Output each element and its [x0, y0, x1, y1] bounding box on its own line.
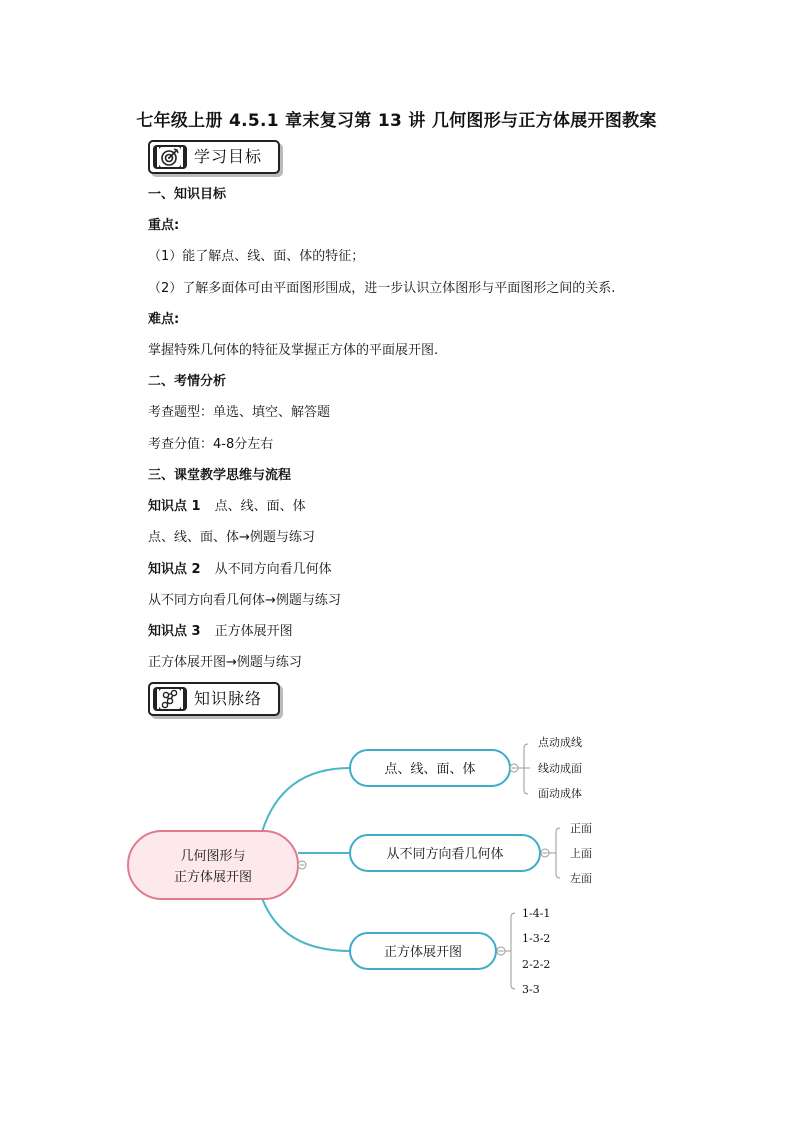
knowledge-point-label: 知识点 2: [148, 562, 201, 577]
mindmap-leaf: 正面: [570, 822, 592, 835]
mindmap-leaf-bracket: [505, 913, 515, 989]
mindmap-branch-label: 正方体展开图: [383, 945, 463, 960]
key-points-label: 重点:: [148, 218, 180, 233]
mindmap-connector: [262, 898, 350, 951]
mindmap-leaf: 2-2-2: [522, 958, 551, 971]
mindmap-leaf: 点动成线: [538, 736, 582, 749]
mindmap-leaf-bracket: [549, 828, 560, 878]
mindmap-leaf: 1-4-1: [522, 907, 551, 920]
objectives-heading: 一、知识目标: [148, 187, 227, 202]
document-title: 七年级上册 4.5.1 章末复习第 13 讲 几何图形与正方体展开图教案: [136, 111, 657, 131]
mindmap-root-line: 几何图形与: [180, 849, 246, 864]
mindmap-leaf: 1-3-2: [522, 932, 551, 945]
difficult-points-label: 难点:: [148, 312, 180, 327]
knowledge-point-flow: 点、线、面、体→例题与练习: [148, 530, 315, 545]
mindmap-connector: [262, 768, 350, 832]
knowledge-point-flow: 从不同方向看几何体→例题与练习: [148, 593, 341, 608]
mindmap-leaf: 上面: [570, 847, 592, 860]
exam-types: 考查题型：单选、填空、解答题: [148, 405, 331, 420]
mindmap-root-node: [128, 831, 298, 899]
knowledge-point-name: 从不同方向看几何体: [214, 562, 332, 577]
mindmap-leaf: 面动成体: [538, 787, 582, 800]
mindmap-leaf-bracket: [518, 744, 530, 794]
section-label-network: 知识脉络: [194, 689, 263, 708]
exam-score: 考查分值：4-8分左右: [148, 437, 274, 452]
key-point-item: （2）了解多面体可由平面图形围成，进一步认识立体图形与平面图形之间的关系.: [148, 281, 616, 296]
mindmap-leaf: 左面: [570, 872, 592, 885]
mindmap-leaf: 线动成面: [538, 762, 582, 775]
knowledge-point-label: 知识点 1: [148, 499, 201, 514]
knowledge-point-flow: 正方体展开图→例题与练习: [148, 655, 302, 670]
exam-heading: 二、考情分析: [148, 374, 227, 389]
difficult-point-text: 掌握特殊几何体的特征及掌握正方体的平面展开图.: [148, 343, 439, 358]
mindmap-branch-label: 点、线、面、体: [384, 762, 476, 777]
mindmap-root-line: 正方体展开图: [173, 870, 253, 885]
knowledge-point-label: 知识点 3: [148, 624, 201, 639]
mindmap-branch-label: 从不同方向看几何体: [386, 847, 504, 862]
knowledge-point-name: 点、线、面、体: [214, 499, 306, 514]
flow-heading: 三、课堂教学思维与流程: [148, 468, 292, 483]
key-point-item: （1）能了解点、线、面、体的特征；: [148, 249, 365, 264]
section-label-objectives: 学习目标: [194, 147, 263, 166]
knowledge-point-name: 正方体展开图: [214, 624, 293, 639]
mindmap-leaf: 3-3: [522, 983, 540, 996]
